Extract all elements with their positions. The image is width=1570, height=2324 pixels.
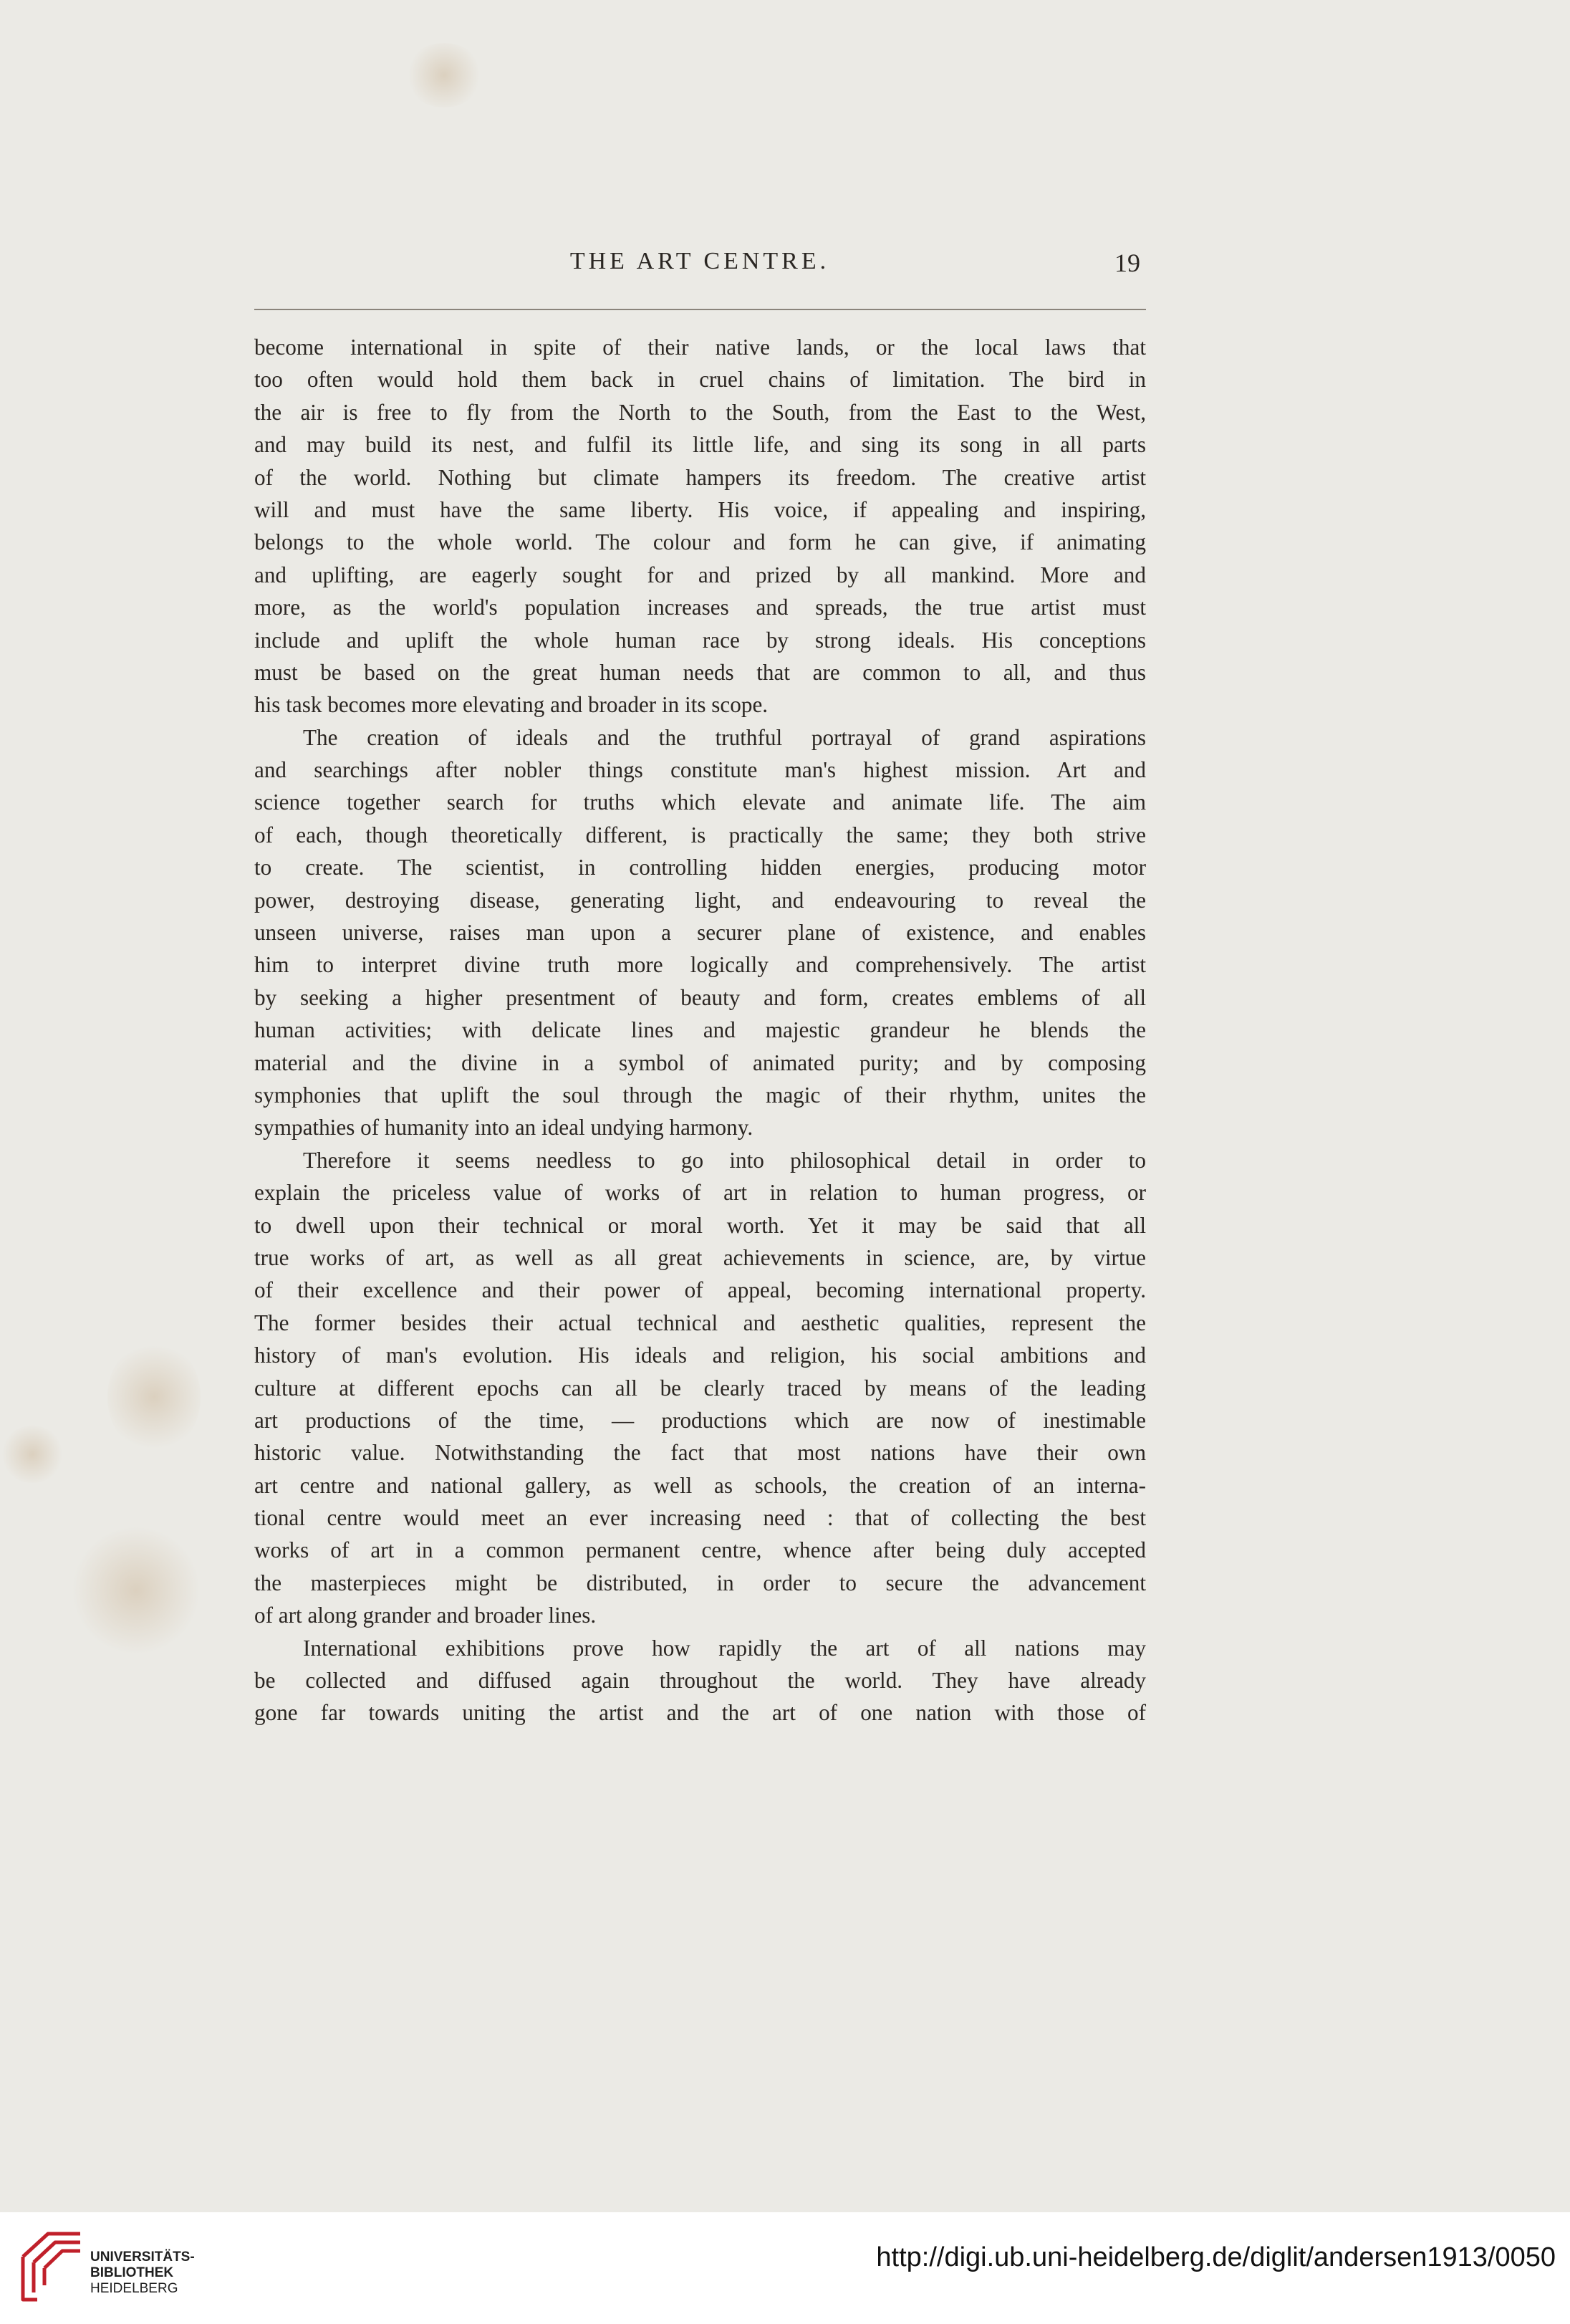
text-line: art productions of the time, — productions which are now of inestimable bbox=[254, 1407, 1146, 1433]
text-line: to dwell upon their technical or moral worth. Yet it may be said that all bbox=[254, 1212, 1146, 1238]
page-number: 19 bbox=[1114, 249, 1140, 277]
text-line: will and must have the same liberty. His voice, if appealing and inspiring, bbox=[254, 496, 1146, 522]
body-text bbox=[254, 331, 1146, 1729]
text-line: The former besides their actual technical and aesthetic qualities, represent the bbox=[254, 1310, 1146, 1335]
text-line: become international in spite of their native lands, or the local laws that bbox=[254, 335, 1146, 360]
running-title: THE ART CENTRE. bbox=[569, 248, 830, 274]
text-line: historic value. Notwithstanding the fact that most nations have their own bbox=[254, 1440, 1146, 1466]
text-line: unseen universe, raises man upon a securer plane of existence, and enables bbox=[254, 920, 1146, 946]
running-head bbox=[252, 248, 1147, 291]
text-line: be collected and diffused again throughout the world. They have already bbox=[254, 1668, 1146, 1694]
text-line: the masterpieces might be distributed, in order to secure the advancement bbox=[254, 1570, 1146, 1595]
text-line: and searchings after nobler things constitute man's highest mission. Art and bbox=[254, 757, 1146, 783]
text-line: Therefore it seems needless to go into philosophical detail in order to bbox=[303, 1147, 1146, 1173]
library-name-line: HEIDELBERG bbox=[90, 2281, 178, 2296]
library-name-line: BIBLIOTHEK bbox=[90, 2265, 174, 2280]
foxing-stain bbox=[72, 1526, 201, 1655]
text-line: true works of art, as well as all great achievements in science, are, by virtue bbox=[254, 1244, 1146, 1270]
text-line: include and uplift the whole human race by strong ideals. His conceptions bbox=[254, 627, 1146, 653]
text-line: tional centre would meet an ever increasing need : that of collecting the best bbox=[254, 1505, 1146, 1531]
text-line: must be based on the great human needs that are common to all, and thus bbox=[254, 659, 1146, 685]
text-line: and may build its nest, and fulfil its little life, and sing its song in all parts bbox=[254, 432, 1146, 458]
library-name bbox=[90, 2249, 195, 2297]
text-line: too often would hold them back in cruel chains of limitation. The bird in bbox=[254, 367, 1146, 393]
text-line: art centre and national gallery, as well as schools, the creation of an interna- bbox=[254, 1472, 1146, 1498]
text-line: to create. The scientist, in controlling hidden energies, producing motor bbox=[254, 855, 1146, 880]
text-line: human activities; with delicate lines and majestic grandeur he blends the bbox=[254, 1017, 1146, 1043]
foxing-stain bbox=[405, 43, 483, 107]
text-line: International exhibitions prove how rapidly the art of all nations may bbox=[303, 1635, 1146, 1661]
text-line: history of man's evolution. His ideals and religion, his social ambitions and bbox=[254, 1343, 1146, 1368]
text-line: power, destroying disease, generating light, and endeavouring to reveal the bbox=[254, 887, 1146, 913]
text-line: The creation of ideals and the truthful portrayal of grand aspirations bbox=[303, 724, 1146, 750]
text-line: and uplifting, are eagerly sought for and prized by all mankind. More and bbox=[254, 562, 1146, 587]
text-line: explain the priceless value of works of art in relation to human progress, or bbox=[254, 1180, 1146, 1206]
text-line: culture at different epochs can all be clearly traced by means of the leading bbox=[254, 1375, 1146, 1401]
text-line: gone far towards uniting the artist and the art of one nation with those of bbox=[254, 1700, 1146, 1726]
library-logo-icon bbox=[16, 2228, 87, 2307]
text-line: material and the divine in a symbol of animated purity; and by composing bbox=[254, 1050, 1146, 1075]
text-line: works of art in a common permanent centre, whence after being duly accepted bbox=[254, 1537, 1146, 1563]
foxing-stain bbox=[107, 1340, 201, 1454]
text-line: science together search for truths which elevate and animate life. The aim bbox=[254, 789, 1146, 815]
text-line: symphonies that uplift the soul through the magic of their rhythm, unites the bbox=[254, 1082, 1146, 1108]
text-line: the air is free to fly from the North to the South, from the East to the West, bbox=[254, 399, 1146, 425]
text-line: of art along grander and broader lines. bbox=[254, 1603, 597, 1628]
library-footer bbox=[0, 2212, 1570, 2324]
text-line: more, as the world's population increases and spreads, the true artist must bbox=[254, 595, 1146, 620]
source-url[interactable]: http://digi.ub.uni-heidelberg.de/diglit/andersen1913/0050 bbox=[876, 2242, 1556, 2272]
header-rule bbox=[254, 309, 1146, 310]
text-line: him to interpret divine truth more logically and comprehensively. The artist bbox=[254, 952, 1146, 978]
text-line: of each, though theoretically different, is practically the same; they both strive bbox=[254, 822, 1146, 848]
text-line: his task becomes more elevating and broader in its scope. bbox=[254, 692, 769, 718]
text-line: by seeking a higher presentment of beauty and form, creates emblems of all bbox=[254, 984, 1146, 1010]
foxing-stain bbox=[0, 1426, 64, 1483]
text-line: of their excellence and their power of appeal, becoming international property. bbox=[254, 1277, 1146, 1303]
library-name-line: UNIVERSITÄTS- bbox=[90, 2249, 195, 2265]
text-line: of the world. Nothing but climate hampers its freedom. The creative artist bbox=[254, 464, 1146, 490]
text-line: sympathies of humanity into an ideal undying harmony. bbox=[254, 1115, 753, 1141]
text-line: belongs to the whole world. The colour and form he can give, if animating bbox=[254, 529, 1146, 555]
